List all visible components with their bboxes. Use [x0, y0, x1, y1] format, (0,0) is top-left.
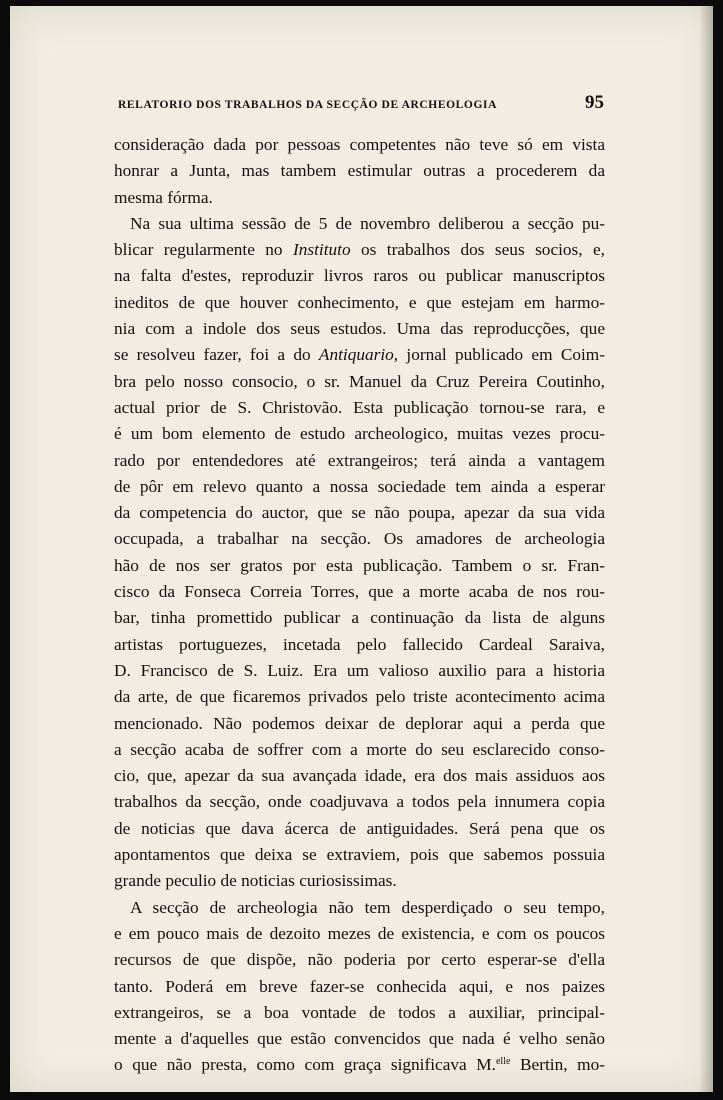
text-line: trabalhos da secção, onde coadjuvava a todos pela innumera copia: [114, 792, 605, 812]
text-line: Na sua ultima sessão de 5 de novembro deliberou a secção pu-: [130, 213, 605, 233]
text-line: actual prior de S. Christovão. Esta publicação tornou-se rara, e: [114, 397, 605, 417]
text-line: a secção acaba de soffrer com a morte do seu esclarecido conso-: [114, 739, 605, 759]
text-line: de noticias que dava ácerca de antiguidades. Será pena que os: [114, 818, 605, 838]
text-line: artistas portuguezes, incetada pelo fallecido Cardeal Saraiva,: [114, 634, 605, 654]
text-line: na falta d'estes, reproduzir livros raros ou publicar manuscriptos: [114, 266, 605, 286]
text-line: mesma fórma.: [114, 187, 213, 207]
italic-title: Antiquario,: [318, 345, 399, 365]
text-line: cisco da Fonseca Correia Torres, que a morte acaba de nos rou-: [114, 582, 605, 602]
book-page: [10, 6, 713, 1092]
text-line: [114, 1052, 605, 1078]
superscript: elle: [495, 1056, 511, 1068]
text-line: mente a d'aquelles que estão convencidos que nada é velho senão: [114, 1029, 605, 1049]
text-line: apontamentos que deixa se extraviem, pois que sabemos possuia: [114, 845, 605, 865]
text-line: mencionado. Não podemos deixar de deplorar aqui a perda que: [114, 713, 605, 733]
text-fragment: os trabalhos dos seus socios, e,: [361, 240, 605, 260]
text-line: grande peculio de noticias curiosissimas.: [114, 871, 397, 891]
text-line: occupada, a trabalhar na secção. Os amadores de archeologia: [114, 529, 605, 549]
text-fragment: jornal publicado em Coim-: [406, 345, 605, 365]
body-text: [114, 132, 605, 1079]
text-line: é um bom elemento de estudo archeologico, muitas vezes procu-: [114, 424, 605, 444]
text-line: extrangeiros, se a boa vontade de todos a auxiliar, principal-: [114, 1002, 605, 1022]
text-line: tanto. Poderá em breve fazer-se conhecida aqui, e nos paizes: [114, 976, 605, 996]
page-header: [118, 92, 604, 116]
text-line: ineditos de que houver conhecimento, e que estejam em harmo-: [114, 292, 605, 312]
text-line: consideração dada por pessoas competentes não teve só em vista: [114, 135, 605, 154]
italic-title: Instituto: [292, 240, 351, 260]
text-line: D. Francisco de S. Luiz. Era um valioso auxilio para a historia: [114, 660, 605, 680]
gutter-shadow: [699, 6, 713, 1092]
text-line: recursos de que dispõe, não poderia por certo esperar-se d'ella: [114, 950, 605, 970]
text-line: honrar a Junta, mas tambem estimular outras a procederem da: [114, 161, 605, 181]
text-line: [114, 342, 605, 368]
text-line: bra pelo nosso consocio, o sr. Manuel da Cruz Pereira Coutinho,: [114, 371, 605, 391]
text-fragment: o que não presta, como com graça significava M.: [114, 1055, 496, 1075]
text-line: nia com a indole dos seus estudos. Uma das reproducções, que: [114, 319, 605, 339]
text-fragment: blicar regularmente no: [114, 240, 283, 260]
text-line: cio, que, apezar da sua avançada idade, era dos mais assiduos aos: [114, 766, 605, 786]
page-number: 95: [585, 92, 604, 113]
text-line: A secção de archeologia não tem desperdiçado o seu tempo,: [130, 897, 605, 917]
text-line: da competencia do auctor, que se não poupa, apezar da sua vida: [114, 503, 605, 523]
text-line: [114, 237, 605, 263]
text-line: rado por entendedores até extrangeiros; terá ainda a vantagem: [114, 450, 605, 470]
text-fragment: Bertin, mo-: [520, 1055, 605, 1075]
text-line: e em pouco mais de dezoito mezes de existencia, e com os poucos: [114, 923, 605, 943]
text-line: bar, tinha promettido publicar a continuação da lista de alguns: [114, 608, 605, 628]
text-fragment: se resolveu fazer, foi a do: [114, 345, 311, 365]
text-line: hão de nos ser gratos por esta publicação. Tambem o sr. Fran-: [114, 555, 605, 575]
running-head: RELATORIO DOS TRABALHOS DA SECÇÃO DE ARCHEOLOGIA: [118, 99, 497, 111]
text-line: da arte, de que ficaremos privados pelo triste acontecimento acima: [114, 687, 605, 707]
text-line: de pôr em relevo quanto a nossa sociedade tem ainda a esperar: [114, 476, 605, 496]
